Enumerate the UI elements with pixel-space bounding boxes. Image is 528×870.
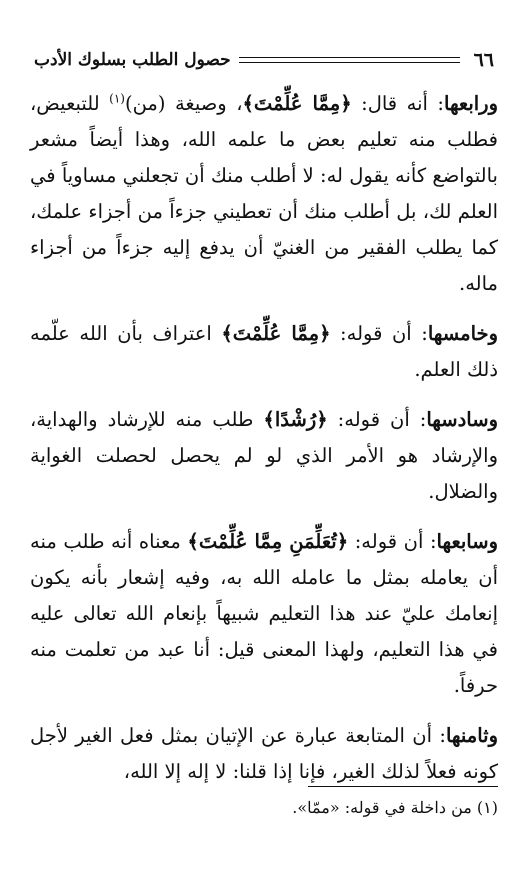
paragraph-text: : أن قوله: [327, 408, 427, 431]
paragraph-text: : أن قوله: [330, 322, 428, 345]
paragraph-sixth [30, 402, 498, 510]
footnote-ref[interactable]: (١) [109, 91, 125, 106]
paragraph-seventh [30, 524, 498, 704]
paragraph-text: : أن قوله: [348, 530, 437, 553]
footnote-number: (١) [476, 798, 498, 817]
paragraph-text: ، وصيغة (من) [124, 92, 243, 115]
page-body [30, 86, 498, 804]
paragraph-text: للتبعيض، فطلب منه تعليم بعض ما علمه الله، وهذا أيضاً مشعر بالتواضع كأنه يقول له: لا أطلب منك أن تجعلني مساوياً في العلم لك، بل أطلب منك أن تعطيني جزءاً من أجزاء علمك، كما يطلب الفقير من الغنيّ أن يدفع إليه جزءاً من أجزاء ماله. [30, 92, 498, 295]
paragraph-keyword: وسادسها [426, 408, 498, 431]
footnote-divider [308, 786, 498, 787]
paragraph-text: اعتراف بأن الله علّمه ذلك العلم. [30, 322, 498, 381]
paragraph-keyword: وخامسها [427, 322, 499, 345]
quran-quote: ﴿مِمَّا عُلِّمْتَ﴾ [221, 322, 331, 345]
paragraph-fourth [30, 86, 498, 302]
running-header [34, 46, 494, 74]
running-title: حصول الطلب بسلوك الأدب [34, 50, 231, 70]
paragraph-fifth [30, 316, 498, 388]
footnote-text: من داخلة في قوله: «ممّا». [292, 798, 472, 817]
quran-quote: ﴿رُشْدًا﴾ [263, 408, 328, 431]
footnote [30, 796, 498, 820]
paragraph-keyword: ورابعها [444, 92, 499, 115]
paragraph-text: معناه أنه طلب منه أن يعامله بمثل ما عامله الله به، وفيه إشعار بأنه يكون إنعامك عليّ عند هذا التعليم شبيهاً بإنعام الله تعالى عليه في هذا التعليم، ولهذا المعنى قيل: أنا عبد من تعلمت منه حرفاً. [30, 530, 498, 697]
header-rule [239, 57, 460, 63]
quran-quote: ﴿تُعَلِّمَنِ مِمَّا عُلِّمْتَ﴾ [187, 530, 349, 553]
page-number: ٦٦ [473, 49, 494, 71]
paragraph-text: طلب منه للإرشاد والهداية، والإرشاد هو الأمر الذي لو لم يحصل لحصلت الغواية والضلال. [30, 408, 498, 503]
paragraph-eighth [30, 718, 498, 790]
paragraph-keyword: وسابعها [436, 530, 499, 553]
quran-quote: ﴿مِمَّا عُلِّمْتَ﴾ [242, 92, 352, 115]
paragraph-text: : أنه قال: [351, 92, 444, 115]
paragraph-text: : أن المتابعة عبارة عن الإتيان بمثل فعل الغير لأجل كونه فعلاً لذلك الغير، فإنا إذا قلنا: لا إله إلا الله، [30, 724, 498, 783]
paragraph-keyword: وثامنها [445, 724, 498, 747]
